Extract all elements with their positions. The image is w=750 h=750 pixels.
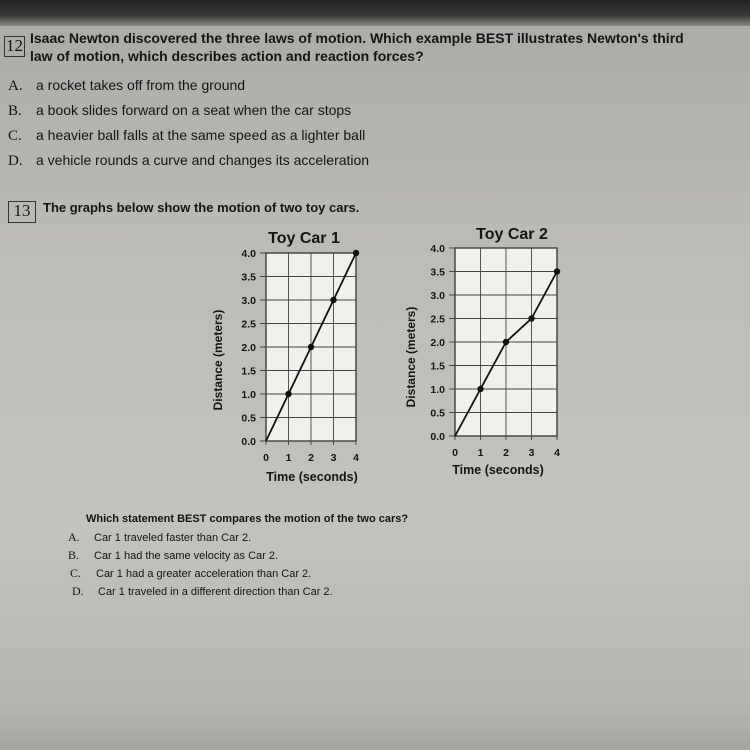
option-letter: A. <box>8 78 23 94</box>
data-point <box>503 339 509 345</box>
option-letter: C. <box>70 566 82 580</box>
question-12-option-b[interactable] <box>8 101 351 120</box>
plot-area <box>266 253 356 441</box>
x-tick-label: 4 <box>353 452 359 464</box>
y-tick-label: 0.5 <box>241 412 256 425</box>
option-letter: A. <box>68 530 80 544</box>
y-tick-label: 0.0 <box>241 436 256 448</box>
x-tick-label: 1 <box>477 447 484 459</box>
y-tick-label: 2.5 <box>430 313 445 326</box>
option-text: Car 1 traveled in a different direction than Car 2. <box>98 586 333 598</box>
x-tick-label: 3 <box>330 452 337 464</box>
y-axis-label: Distance (meters) <box>404 306 418 408</box>
y-axis-label: Distance (meters) <box>211 309 225 411</box>
option-text: Car 1 had the same velocity as Car 2. <box>94 550 279 562</box>
x-tick-label: 4 <box>554 447 560 459</box>
option-letter: D. <box>72 584 84 598</box>
data-point <box>554 268 560 274</box>
page-shadow <box>0 708 750 750</box>
question-12-text-line1: Isaac Newton discovered the three laws of motion. Which example BEST illustrates Newton's third <box>30 30 684 46</box>
chart-title: Toy Car 1 <box>268 230 340 247</box>
option-text: a book slides forward on a seat when the car stops <box>36 102 352 118</box>
y-tick-label: 3.5 <box>241 271 256 284</box>
question-12-text-line2: law of motion, which describes action and reaction forces? <box>30 48 424 64</box>
x-tick-label: 0 <box>263 452 269 464</box>
data-point <box>308 344 314 350</box>
y-tick-label: 3.0 <box>430 290 445 302</box>
y-tick-label: 2.0 <box>430 337 445 349</box>
question-12-option-a[interactable] <box>8 76 245 95</box>
data-point <box>528 315 534 321</box>
y-tick-label: 1.5 <box>430 360 445 373</box>
option-text: a heavier ball falls at the same speed as a lighter ball <box>36 127 366 143</box>
data-point <box>477 386 483 392</box>
option-letter: D. <box>8 153 23 169</box>
question-13-number: 13 <box>8 201 36 223</box>
y-tick-label: 4.0 <box>241 248 256 260</box>
y-tick-label: 0.5 <box>430 407 445 420</box>
option-text: a rocket takes off from the ground <box>36 77 246 93</box>
data-point <box>353 250 359 256</box>
plot-area <box>455 248 557 436</box>
y-tick-label: 0.0 <box>430 431 445 443</box>
data-point <box>330 297 336 303</box>
x-tick-label: 1 <box>285 452 292 464</box>
toy-car-2-chart <box>404 226 560 477</box>
question-13-option-c[interactable] <box>70 565 311 582</box>
series-line <box>266 253 356 441</box>
question-13-option-b[interactable] <box>68 547 278 564</box>
question-13-intro: The graphs below show the motion of two toy cars. <box>43 200 360 215</box>
x-axis-label: Time (seconds) <box>266 470 358 484</box>
y-tick-label: 1.5 <box>241 365 256 378</box>
x-tick-label: 2 <box>308 452 314 464</box>
question-13-option-a[interactable] <box>68 529 251 546</box>
x-axis-label: Time (seconds) <box>452 463 544 477</box>
page-top-edge <box>0 0 750 26</box>
y-tick-label: 1.0 <box>241 389 256 401</box>
x-tick-label: 2 <box>503 447 509 459</box>
data-point <box>285 391 291 397</box>
option-letter: B. <box>68 548 80 562</box>
x-tick-label: 0 <box>452 447 458 459</box>
y-tick-label: 3.0 <box>241 295 256 307</box>
option-text: Car 1 traveled faster than Car 2. <box>94 532 252 544</box>
question-12-number: 12 <box>6 36 23 55</box>
y-tick-label: 2.0 <box>241 342 256 354</box>
y-tick-label: 3.5 <box>430 266 445 279</box>
y-tick-label: 2.5 <box>241 318 256 331</box>
question-13-option-d[interactable] <box>72 583 333 600</box>
question-12-option-c[interactable] <box>8 126 365 145</box>
y-tick-label: 4.0 <box>430 243 445 255</box>
option-text: a vehicle rounds a curve and changes its acceleration <box>36 152 370 168</box>
y-tick-label: 1.0 <box>430 384 445 396</box>
option-letter: B. <box>8 103 22 119</box>
chart-title: Toy Car 2 <box>476 226 548 243</box>
toy-car-1-chart <box>211 230 359 484</box>
question-13-text: Which statement BEST compares the motion of the two cars? <box>86 513 409 525</box>
x-tick-label: 3 <box>528 447 535 459</box>
question-12-option-d[interactable] <box>8 151 369 170</box>
option-text: Car 1 had a greater acceleration than Car 2. <box>96 568 312 580</box>
series-line <box>455 272 557 437</box>
option-letter: C. <box>8 128 22 144</box>
